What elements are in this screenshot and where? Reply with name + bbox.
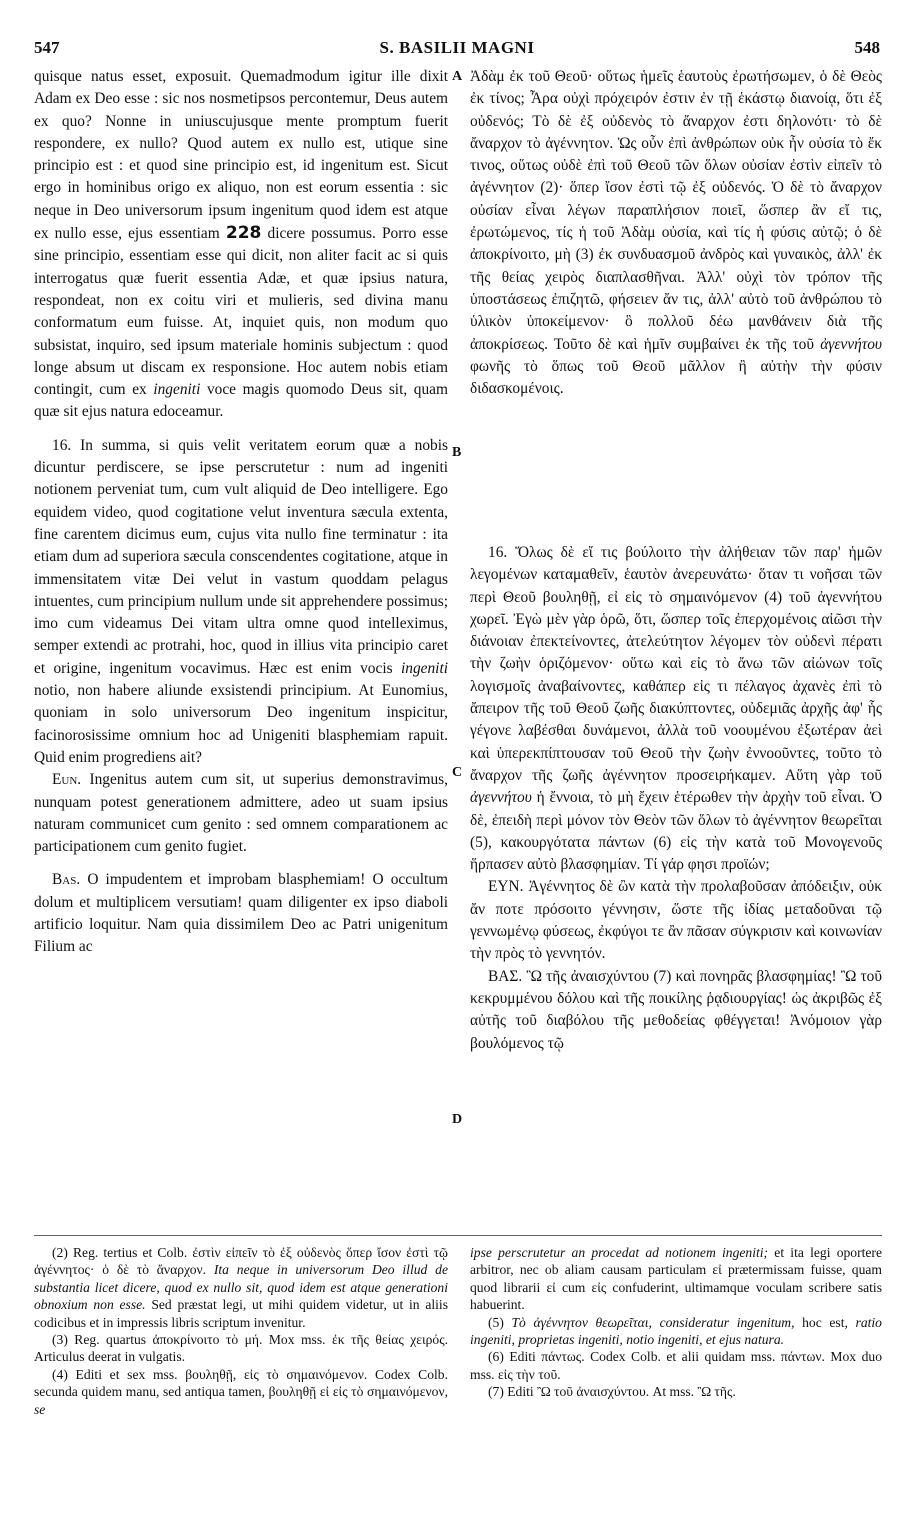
page-number-right: 548 [854,38,880,57]
footnote-4-cont: ipse perscrutetur an procedat ad notionem ingeniti; et ita legi oportere arbitror, nec ob aliam causam particulam εἰ prætermissam fuisse, quam quod librarii εἰ cum εἰς confuderint, ultimamque voculam scribere satis habuerint. [470,1245,882,1313]
footnote-separator [34,1235,882,1236]
footnote-3: (3) Reg. quartus ἀποκρίνοιτο τὸ μή. Mox mss. ἐκ τῆς θείας χειρός. Articulus deerat in vulgatis. [34,1332,448,1365]
margin-marker-c: C [452,765,463,780]
greek-column [470,66,882,400]
footnote-2: (2) Reg. tertius et Colb. ἐστὶν εἰπεῖν τὸ ἐξ οὐδενὸς ὅπερ ἴσον ἐστὶ τῷ ἀγέννητος· ὁ δὲ τὸ ἄναρχον. Ita neque in universorum Deo illud de substantia licet dicere, quod ex nullo sit, quod idem est atque generationi obnoxium non esse. Sed præstat legi, ut mihi quidem videtur, ut in aliis codicibus et in impressis libris scriptum invenitur. [34,1245,448,1330]
speaker-bas-latin: Bas. [52,871,81,889]
greek-paragraph-1: Ἀδὰμ ἐκ τοῦ Θεοῦ· οὕτως ἡμεῖς ἑαυτοὺς ἐρωτήσωμεν, ὁ δὲ Θεὸς ἐκ τίνος; Ἆρα οὐχὶ πρόχειρόν ἐστιν ἐν τῇ ἑκάστῳ διανοίᾳ, ὅτι ἐξ οὐδενός; Τὸ δὲ ἐξ οὐδενὸς τὸ ἄναρχον ἐστι δηλονότι· τὸ δὲ ἄναρχον τὸ ἀγέννητον. Ὡς οὖν ἐπὶ ἀνθρώπων οὐκ ἦν οὐσία τὸ ἔκ τινος, οὕτως οὐδὲ ἐπὶ τοῦ Θεοῦ τῶν ὅλων οὐσίαν ἐστὶν εἰπεῖν τὸ ἀγέννητον (2)· ὅπερ ἴσον ἐστὶ τῷ ἐξ οὐδενός. Ὁ δὲ τὸ ἄναρχον οὐσίαν εἶναι λέγων παραπλήσιον ποιεῖ, ὥσπερ ἂν εἴ τις, ἐρωτώμενος, τίς ἡ τοῦ Ἀδὰμ οὐσία, καὶ τίς ἡ φύσις αὐτῷ; ὁ δὲ ἀποκρίνοιτο, μὴ (3) ἐκ συνδυασμοῦ ἀνδρὸς καὶ γυναικὸς, ἀλλ' ἐκ τῆς θείας χειρὸς διαπλασθῆναι. Ἀλλ' οὐχὶ τὸν τρόπον τῆς ὑποστάσεως ἐπιζητῶ, φήσειεν ἄν τις, ἀλλ' αὐτὸ τοῦ ἀνθρώπου τὸ ὑλικὸν ὑποκείμενον· ὃ πολλοῦ δέω μανθάνειν διὰ τῆς ἀποκρίσεως. Τοῦτο δὲ καὶ ἡμῖν συμβαίνει ἐκ τῆς τοῦ ἀγεννήτου φωνῆς τὸ ὅπως τοῦ Θεοῦ μᾶλλον ἢ αὐτὴν τὴν φύσιν διδασκομένοις. [470,68,882,398]
footnote-6: (6) Editi πάντως. Codex Colb. et alii quidam mss. πάντων. Mox duo mss. εἰς τὴν τοῦ. [470,1349,882,1382]
latin-paragraph-bas: Bas. O impudentem et improbam blasphemiam! O occultum dolum et multiplicem versutiam! quam diligenter ex ipso diaboli artificio loquitur. Nam quia dissimilem Deo ac Patri unigenitum Filium ac [34,871,448,956]
speaker-eun-latin: Eun. [52,771,82,789]
footnote-7: (7) Editi Ὢ τοῦ ἀναισχύντου. At mss. Ὢ τῆς. [488,1384,736,1400]
greek-paragraph-16: 16. Ὅλως δὲ εἴ τις βούλοιτο τὴν ἀλήθειαν τῶν παρ' ἡμῶν λεγομένων καταμαθεῖν, ἑαυτὸν ἀνερευνάτω· ὅταν τι νοῆσαι τῶν περὶ Θεοῦ βουληθῇ, εἰ εἰς τὸ σημαινόμενον (4) τοῦ ἀγεννήτου χωρεῖ. Ἐγὼ μὲν γὰρ ὁρῶ, ὅτι, ὥσπερ τοῖς ἐπερχομένοις αἰῶσι τὴν διάνοιαν ἐπεκτείνοντες, ἀτελεύτητον λέγομεν τὸν οὐδενὶ πέρατι τὴν ζωὴν ὁριζόμενον· οὕτω καὶ εἰς τὸ ἄνω τῶν αἰώνων τοῖς λογισμοῖς ἀναβαίνοντες, καθάπερ εἰς τι πέλαγος ἀχανὲς ἐπὶ τὸ ἄπειρον τῆς τοῦ Θεοῦ ζωῆς διακύπτοντες, οὐδεμιᾶς ἀρχῆς ἀφ' ἧς γέγονε λαβέσθαι δυνάμενοι, ἀλλὰ τοῦ νοουμένου ἐξωτέραν ἀεὶ καὶ ὑπερεκπίπτουσαν τοῦ Θεοῦ τὴν ζωὴν ἐννοοῦντες, τοῦτο τὸ ἄναρχον τῆς ζωῆς ἀγέννητον προσειρήκαμεν. Αὕτη γὰρ τοῦ ἀγεννήτου ἡ ἔννοια, τὸ μὴ ἔχειν ἑτέρωθεν τὴν ἀρχὴν τοῦ εἶναι. Ὁ δὲ, ἐπειδὴ περὶ μόνον τὸν Θεὸν τῶν ὅλων τὸ ἀγέννητον θεωρεῖται (5), κακουργότατα πάντων (6) εἰς τὴν κατὰ τοῦ Μονογενοῦς ἥρπασεν αὐτὸ βλασφημίαν. Τί γάρ φησι προϊών; [470,544,882,874]
latin-column [34,66,448,959]
latin-paragraph-1: quisque natus esset, exposuit. Quemadmodum igitur ille dixit Adam ex Deo esse : sic nos nosmetipsos percontemur, Deus autem ex quo? Nonne in uniuscujusque mente promptum fuerit respondere, ex nullo? Quod autem ex nullo est, utique sine principio est : et quod sine principio est, id ingenitum est. Sicut ergo in hominibus origo ex aliquo, non est eorum essentia : sic neque in Deo universorum ipsum ingenitum quod idem est atque ex nullo esse, ejus essentiam 228 dicere possumus. Porro esse sine principio, essentiam esse qui dicit, non aliter facit ac si quis interrogatus quæ fuerit essentia Adæ, et quæ ipsius natura, respondeat, non ex coitu viri et mulieris, sed divina manu conformatum eum fuisse. At, inquiet quis, non modum quo subsistat, inquiro, sed ipsum materiale hominis subjectum : quod longe absum ut discam ex responsione. Hoc autem nobis etiam contingit, cum ex ingeniti voce magis quomodo Deus sit, quam quæ sit ejus natura edoceamur. [34,68,448,421]
column-number-228: 228 [225,223,262,244]
running-header [34,38,880,64]
page-number-left: 547 [34,38,60,57]
footnotes-left [34,1244,448,1418]
footnote-5: (5) Τὸ ἀγέννητον θεωρεῖται, consideratur ingenitum, hoc est, ratio ingeniti, proprietas ingeniti, notio ingeniti, et ejus natura. [470,1314,882,1348]
speaker-eun-greek: ΕΥΝ. [488,878,524,896]
greek-paragraph-eun: ΕΥΝ. Ἀγέννητος δὲ ὢν κατὰ τὴν προλαβοῦσαν ἀπόδειξιν, οὐκ ἄν ποτε πρόσοιτο γέννησιν, ὥστε τῆς ἰδίας μεταδοῦναι τῷ γεννωμένῳ φύσεως, ἐκφύγοι τε ἂν πᾶσαν σύγκρισιν καὶ κοινωνίαν τὴν πρὸς τὸ γεννητόν. [470,878,882,963]
margin-marker-b: B [452,445,462,460]
footnote-4: (4) Editi et sex mss. βουληθῇ, εἰς τὸ σημαινόμενον. Codex Colb. secunda quidem manu, sed antiqua tamen, βουληθῇ εἰ εἰς τὸ σημαινόμενον, se [34,1366,448,1417]
latin-paragraph-eun: Eun. Ingenitus autem cum sit, ut superius demonstravimus, nunquam potest generationem admittere, adeo ut suam ipsius naturam communicet cum genito : sed omnem comparationem ac participationem cum genito fugiet. [34,771,448,856]
footnotes-right [470,1244,882,1401]
running-title: S. BASILII MAGNI [379,38,535,57]
greek-paragraph-bas: ΒΑΣ. Ὢ τῆς ἀναισχύντου (7) καὶ πονηρᾶς βλασφημίας! Ὢ τοῦ κεκρυμμένου δόλου καὶ τῆς ποικίλης ῥᾳδιουργίας! ὡς ἀκριβῶς ἐξ αὐτῆς τοῦ διαβόλου τῆς μεθοδείας φθέγγεται! Ἀνόμοιον γὰρ βουλόμενος τῷ [470,967,882,1052]
latin-paragraph-16: 16. In summa, si quis velit veritatem eorum quæ a nobis dicuntur perdiscere, se ipse perscrutetur : num ad ingeniti notionem perveniat tum, cum vult aliquid de Deo intelligere. Ego equidem video, quod cogitatione velut inventura sæcula extenta, fine carentem dicimus eum, cujus vita nullo fine terminatur : ita etiam dum ad superiora sæcula conscendentes cogitatione, atque in immensitatem vitæ Dei velut in vastum quoddam pelagus intuentes, cum principium nullum unde sit apprehendere possimus; imo cum videamus Dei vitam ultra omne quod intelleximus, semper extendi ac protrahi, hoc, quod in illius vita principio caret et origine, ingenitum vocavimus. Hæc est enim vocis ingeniti notio, non habere aliunde exsistendi principium. At Eunomius, quoniam in solo universorum Deo ingenitum inspicitur, facinorosissime omnium hoc ad Unigeniti blasphemiam rapuit. Quid enim progrediens ait? [34,436,448,766]
margin-marker-a: A [452,69,463,84]
margin-marker-d: D [452,1112,463,1127]
greek-column-16 [470,542,882,1055]
speaker-bas-greek: ΒΑΣ. [488,967,523,985]
